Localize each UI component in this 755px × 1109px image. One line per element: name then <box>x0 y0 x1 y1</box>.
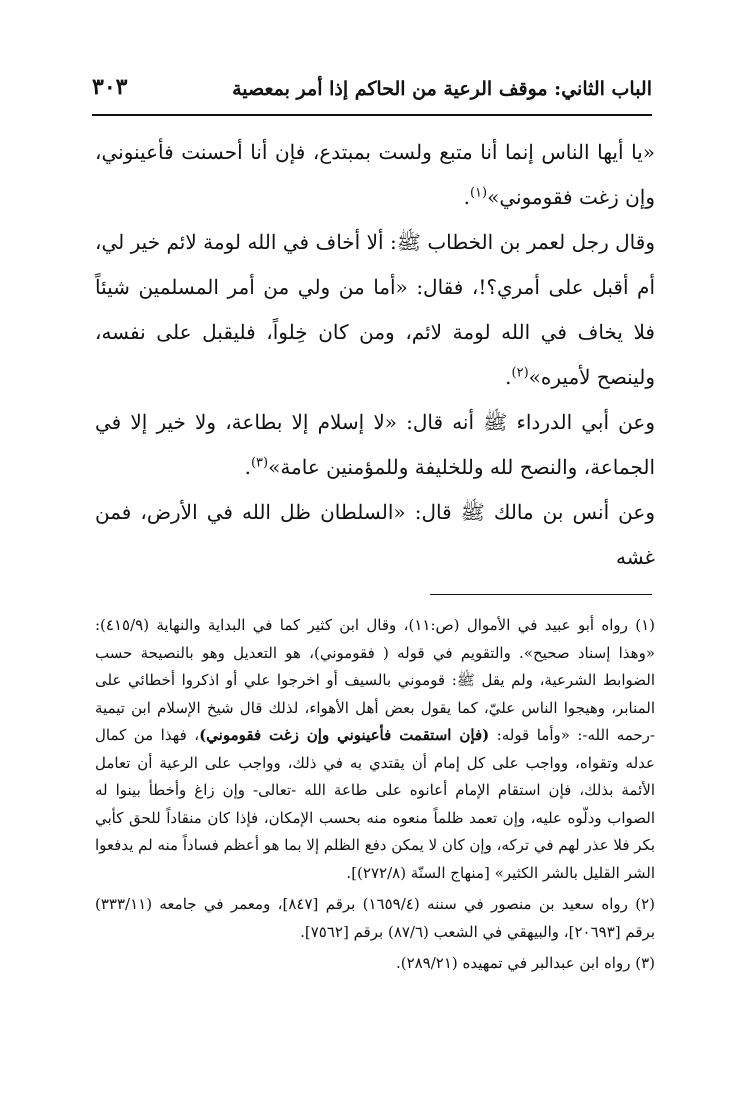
footnote-1-text-b: ، فهذا من كمال عدله وتقواه، وواجب على كل إمام أن يقتدي به في ذلك، وواجب على الرعية أن تعامل الأئمة بذلك، فإن استقام الإمام أعانوه على طاعة الله -تعالى- وإن زاغ وأخطأ بينوا له الصواب ودلّوه عليه، وإن تعمد ظلماً منعوه منه بحسب الإمكان، فإذا كان منقاداً للحق كأبي بكر فلا عذر لهم في تركه، وإن كان لا يمكن دفع الظلم إلا بما هو أعظم فساداً منه لم يدفعوا الشر القليل بالشر الكثير» [منهاج السنّة (٢٧٢/٨)]. <box>95 726 655 882</box>
footnote-ref-2[interactable]: (٢) <box>511 365 529 381</box>
footnote-1-text-a: (١) رواه أبو عبيد في الأموال (ص:١١)، وقال ابن كثير كما في البداية والنهاية (٤١٥/٩): «وهذا إسناد صحيح». والتقويم في قوله ( فقوموني)، هو التعديل وهو بالنصيحة حسب الضوابط الشرعية، ولم يقل ﷺ: قوموني بالسيف أو اخرجوا علي أو اذكروا أخطائي على المنابر، وهيجوا الناس عليّ، كما يقول بعض أهل الأهواء، لذلك قال شيخ الإسلام ابن تيمية -رحمه الله-: «وأما قوله: <box>95 616 656 744</box>
main-text <box>95 130 655 580</box>
paragraph-3: وعن أبي الدرداء ﷺ أنه قال: «لا إسلام إلا بطاعة، ولا خير إلا في الجماعة، والنصح لله وللخليفة وللمؤمنين عامة»$^{(٣)}$. <box>95 410 655 479</box>
footnotes <box>95 612 655 978</box>
footnote-1-bold-quote: (فإن استقمت فأعينوني وإن زغت فقوموني) <box>199 726 490 744</box>
paragraph-1-text: «يا أيها الناس إنما أنا متبع ولست بمبتدع، فإن أنا أحسنت فأعينوني، وإن زغت فقوموني» <box>95 140 655 209</box>
paragraph-4 <box>95 490 655 580</box>
paragraph-3-text: وعن أبي الدرداء ﷺ أنه قال: «لا إسلام إلا بطاعة، ولا خير إلا في الجماعة، والنصح لله وللخليفة وللمؤمنين عامة» <box>95 410 655 479</box>
page-number: ٣٠٣ <box>92 74 128 100</box>
paragraph-4-text: وعن أنس بن مالك ﷺ قال: «السلطان ظل الله في الأرض، فمن غشه <box>95 500 655 569</box>
running-header <box>92 74 652 108</box>
footnote-ref-3[interactable]: (٣) <box>250 455 269 471</box>
header-divider <box>92 114 652 116</box>
footnote-3: (٣) رواه ابن عبدالبر في تمهيده (٢٨٩/٢١). <box>395 954 655 972</box>
footnote-divider <box>430 594 652 595</box>
paragraph-1: «يا أيها الناس إنما أنا متبع ولست بمبتدع، فإن أنا أحسنت فأعينوني، وإن زغت فقوموني»$^{(١)}$. <box>95 140 655 209</box>
footnote-1 <box>95 612 655 887</box>
footnote-ref-1[interactable]: (١) <box>469 185 488 201</box>
paragraph-2-text: وقال رجل لعمر بن الخطاب ﷺ: ألا أخاف في الله لومة لائم خير لي، أم أقبل على أمري؟!، فقال: «أما من ولي من أمر المسلمين شيئاً فلا يخاف في الله لومة لائم، ومن كان خِلواً، فليقبل على نفسه، ولينصح لأميره» <box>95 230 655 389</box>
paragraph-2: وقال رجل لعمر بن الخطاب ﷺ: ألا أخاف في الله لومة لائم خير لي، أم أقبل على أمري؟!، فقال: «أما من ولي من أمر المسلمين شيئاً فلا يخاف في الله لومة لائم، ومن كان خِلواً، فليقبل على نفسه، ولينصح لأميره»$^{(٢)}$. <box>95 230 655 389</box>
chapter-title: الباب الثاني: موقف الرعية من الحاكم إذا أمر بمعصية <box>232 78 652 100</box>
footnote-2: (٢) رواه سعيد بن منصور في سننه (١٦٥٩/٤) برقم [٨٤٧]، ومعمر في جامعه (٣٣٣/١١) برقم [٢٠٦٩٣]، والبيهقي في الشعب (٨٧/٦) برقم [٧٥٦٢]. <box>95 895 655 941</box>
